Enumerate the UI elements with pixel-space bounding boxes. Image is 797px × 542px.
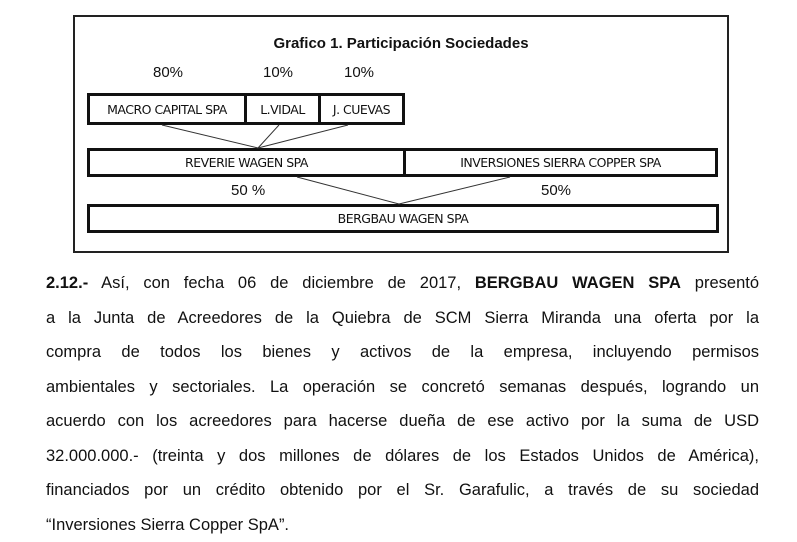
paragraph-line: “Inversiones Sierra Copper SpA”. <box>46 508 759 542</box>
paragraph-text: Así, con fecha 06 de diciembre de 2017, <box>88 274 475 292</box>
box-j-cuevas: J. CUEVAS <box>318 93 405 125</box>
pct-j-cuevas: 10% <box>344 64 374 81</box>
chart-title-wrap <box>73 0 729 60</box>
pct-reverie-wagen: 50 % <box>231 182 265 199</box>
pct-inversiones-sierra-copper: 50% <box>541 182 571 199</box>
chart-title: Grafico 1. Participación Sociedades <box>73 35 729 52</box>
paragraph-line: compra de todos los bienes y activos de la empresa, incluyendo permisos <box>46 335 759 370</box>
box-macro-capital-spa: MACRO CAPITAL SPA <box>87 93 247 125</box>
pct-l-vidal: 10% <box>263 64 293 81</box>
paragraph-line <box>46 266 759 301</box>
paragraph-line: 32.000.000.- (treinta y dos millones de dólares de los Estados Unidos de América), <box>46 439 759 474</box>
company-name-bold: BERGBAU WAGEN SPA <box>475 274 681 292</box>
paragraph-2-12 <box>46 266 759 542</box>
paragraph-line: ambientales y sectoriales. La operación se concretó semanas después, logrando un <box>46 370 759 405</box>
pct-macro-capital: 80% <box>153 64 183 81</box>
paragraph-number: 2.12.- <box>46 274 88 292</box>
box-bergbau-wagen-spa: BERGBAU WAGEN SPA <box>87 204 719 233</box>
paragraph-line: financiados por un crédito obtenido por el Sr. Garafulic, a través de su sociedad <box>46 473 759 508</box>
box-l-vidal: L.VIDAL <box>244 93 321 125</box>
box-inversiones-sierra-copper-spa: INVERSIONES SIERRA COPPER SPA <box>403 148 718 177</box>
box-reverie-wagen-spa: REVERIE WAGEN SPA <box>87 148 406 177</box>
paragraph-line: acuerdo con los acreedores para hacerse dueña de ese activo por la suma de USD <box>46 404 759 439</box>
paragraph-line: a la Junta de Acreedores de la Quiebra de SCM Sierra Miranda una oferta por la <box>46 301 759 336</box>
paragraph-text: presentó <box>681 274 759 292</box>
